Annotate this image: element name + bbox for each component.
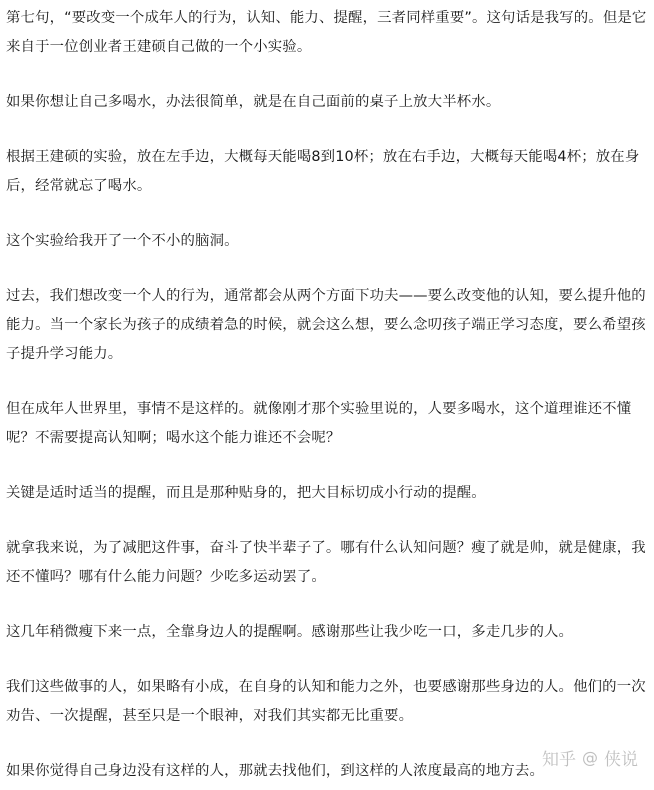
watermark-author: 侠说 [604, 750, 638, 770]
paragraph-1: 第七句，“要改变一个成年人的行为，认知、能力、提醒，三者同样重要”。这句话是我写的。但是它来自于一位创业者王建硕自己做的一个小实验。 [6, 10, 647, 55]
paragraph-2: 如果你想让自己多喝水，办法很简单，就是在自己面前的桌子上放大半杯水。 [6, 94, 501, 110]
paragraph-5: 过去，我们想改变一个人的行为，通常都会从两个方面下功夫——要么改变他的认知，要么提升他的能力。当一个家长为孩子的成绩着急的时候，就会这么想，要么念叨孩子端正学习态度，要么希望孩子提升学习能力。 [6, 288, 646, 362]
watermark-platform: 知乎 [542, 750, 576, 770]
paragraph-10: 我们这些做事的人，如果略有小成，在自身的认知和能力之外，也要感谢那些身边的人。他们的一次劝告、一次提醒，甚至只是一个眼神，对我们其实都无比重要。 [6, 679, 646, 724]
paragraph-4: 这个实验给我开了一个不小的脑洞。 [6, 233, 239, 249]
watermark [542, 745, 638, 770]
article-body [6, 4, 650, 786]
paragraph-11: 如果你觉得自己身边没有这样的人，那就去找他们，到这样的人浓度最高的地方去。 [6, 763, 545, 779]
paragraph-8: 就拿我来说，为了减肥这件事，奋斗了快半辈子了。哪有什么认知问题？瘦了就是帅，就是健康，我还不懂吗？哪有什么能力问题？少吃多运动罢了。 [6, 540, 646, 585]
paragraph-6: 但在成年人世界里，事情不是这样的。就像刚才那个实验里说的，人要多喝水，这个道理谁还不懂呢？不需要提高认知啊；喝水这个能力谁还不会呢？ [6, 401, 632, 446]
watermark-separator: @ [582, 748, 598, 767]
paragraph-7: 关键是适时适当的提醒，而且是那种贴身的，把大目标切成小行动的提醒。 [6, 485, 486, 501]
paragraph-3: 根据王建硕的实验，放在左手边，大概每天能喝8到10杯；放在右手边，大概每天能喝4杯；放在身后，经常就忘了喝水。 [6, 149, 640, 194]
paragraph-9: 这几年稍微瘦下来一点，全靠身边人的提醒啊。感谢那些让我少吃一口，多走几步的人。 [6, 624, 574, 640]
